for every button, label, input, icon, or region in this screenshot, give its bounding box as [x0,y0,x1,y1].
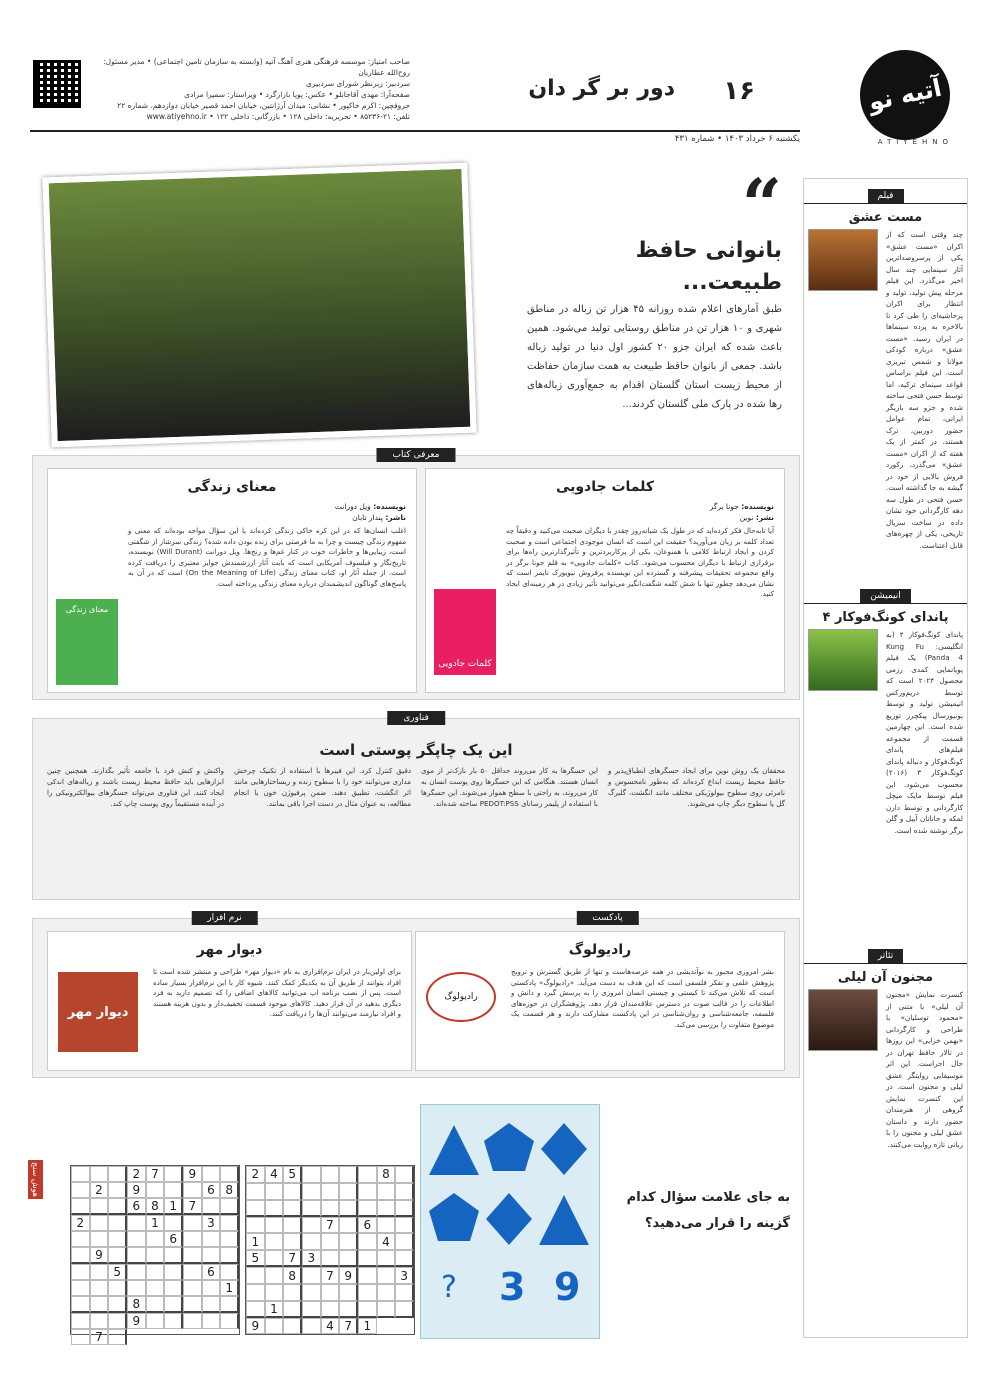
sudoku-cell[interactable] [339,1284,358,1301]
sudoku-cell[interactable]: 2 [90,1182,109,1198]
sudoku-cell[interactable] [202,1231,221,1247]
sudoku-cell[interactable] [283,1233,302,1250]
book-text: اغلب انسان‌ها که در این کره خاکی زندگی کرده‌اند با این سؤال مواجه بوده‌اند که معنی و مفهوم زندگی چیست و چرا به ما فرصتی برای زنده بودن داده شده؟ زندگی سرشار از شگفتی است، زیبایی‌ها و خاطرات خوب در کنار غم‌ها و رنج‌ها. ویل دورانت (Will Durant) نویسنده، تاریخ‌نگار و فیلسوف آمریکایی است که بابت آثار ارزشمندش جوایز معتبری را دریافت کرده است. از جمله آثار او، کتاب معنای زندگی (On the Meaning of Life) است که در آن به پاسخ‌های گوناگون اندیشمندان درباره معنای زندگی پرداخته است. [128,526,406,588]
sudoku-cell[interactable]: 9 [183,1166,202,1182]
sudoku-cell[interactable] [71,1182,90,1198]
sudoku-cell[interactable] [164,1182,183,1198]
sudoku-cell[interactable]: 1 [220,1280,239,1296]
sudoku-cell[interactable] [302,1318,321,1334]
sudoku-cell[interactable] [164,1247,183,1264]
book-card [425,468,785,693]
sudoku-cell[interactable] [183,1182,202,1198]
podcast-text: بشر امروزی مجبور به نوآندیشی در همه عرصه‌هاست و تنها از طریق گسترش و ترویج پژوهش علمی و تفکر فلسفی است که این هدف به دست می‌آید. «رادیولوگ» پادکستی است که تلاش می‌کند تا کیستی و چیستی انسان امروزی را به پرسش گیرد و دانش و اطلاعات را در قالب صوت در دسترس علاقه‌مندان قرار دهد. پژوهشگران در حوزه‌های فلسفه، جامعه‌شناسی و روان‌شناسی در این پادکست مشارکت دارند و هر قسمت یک موضوع متفاوت را بررسی می‌کند. [511,967,774,1029]
software-title: دیوار مهر [196,942,263,958]
sudoku-cell[interactable] [146,1182,165,1198]
sudoku-cell[interactable] [395,1250,414,1267]
sudoku-cell[interactable] [302,1267,321,1284]
sudoku-cell[interactable] [220,1247,239,1264]
tech-column: دقیق کنترل کرد. این فیبرها با استفاده از تکنیک چرخش مداری می‌توانند خود را با سطوح زنده و ریساختارهایی مانند اثر انگشت، تطبیق دهند. ضمن پرفیوژن خون یا انجام مطالعه، به عنوان مثال در دست اجرا باقی بمانند. [234,766,411,808]
sudoku-cell[interactable] [127,1280,146,1296]
tech-title: این یک چاپگر پوستی است [319,741,513,759]
book-meta: نویسنده: جونا برگر [709,502,774,511]
sudoku-cell[interactable] [127,1264,146,1280]
sudoku-cell[interactable] [302,1200,321,1217]
sudoku-cell[interactable]: 1 [146,1215,165,1231]
sudoku-cell[interactable] [265,1250,284,1267]
page-number: ۱۶ [723,76,755,106]
sudoku-cell[interactable] [283,1217,302,1234]
sudoku-cell[interactable] [164,1280,183,1296]
sudoku-cell[interactable] [302,1301,321,1318]
sudoku-cell[interactable] [146,1264,165,1280]
sudoku-cell[interactable]: 7 [146,1166,165,1182]
diamond-shape [541,1123,587,1175]
sudoku-puzzle[interactable] [70,1165,240,1344]
sudoku-cell[interactable] [265,1233,284,1250]
sudoku-cell[interactable] [246,1267,265,1284]
sudoku-cell[interactable] [302,1284,321,1301]
sudoku-cell[interactable] [202,1313,221,1329]
newspaper-logo[interactable]: آتیه نو [852,42,959,149]
sudoku-cell[interactable] [183,1313,202,1329]
puzzle-question: به جای علامت سؤال کدام گزینه را قرار می‌دهید؟ [626,1190,790,1231]
sudoku-cell[interactable] [246,1200,265,1217]
answer-option[interactable]: 3 [499,1265,526,1309]
tech-tag: فناوری [387,711,445,725]
media-box [32,913,800,1078]
sudoku-cell[interactable] [90,1231,109,1247]
tech-column: این حسگرها به کار می‌روند حداقل ۵۰ بار نازک‌تر از موی انسان هستند. هنگامی که این حسگرها روی پوست انسان به کار می‌روند، به راحتی با سطح هموار می‌شوند. این حسگرها با استفاده از پلیمر رسانای PEDOT:PSS ساخته شده‌اند. [421,766,598,808]
sudoku-cell[interactable]: 7 [321,1267,340,1284]
sudoku-cell[interactable] [90,1264,109,1280]
sudoku-cell[interactable]: 8 [127,1296,146,1313]
sudoku-cell[interactable]: 6 [358,1217,377,1234]
quote-mark: “ [741,163,782,246]
sudoku-cell[interactable] [220,1313,239,1329]
sudoku-cell[interactable]: 4 [265,1166,284,1183]
sudoku-cell[interactable] [265,1318,284,1334]
sudoku-cell[interactable] [358,1250,377,1267]
sudoku-cell[interactable] [90,1313,109,1329]
software-card [47,931,412,1071]
lead-title: بانوانی حافظ طبیعت... [635,238,782,295]
sudoku-cell[interactable]: 8 [146,1198,165,1215]
sudoku-cell[interactable] [164,1313,183,1329]
sudoku-cell[interactable] [377,1183,396,1200]
tech-column: واکنش و کنش فرد با جامعه تأثیر بگذارند. همچنین چنین ابزارهایی باید حافظ محیط زیست باشند و زباله‌های اندکی ایجاد کنند. این فناوری می‌تواند حسگرهای بیوالکترونیکی را در آینده مستقیماً روی پوست چاپ کند. [47,766,224,808]
diamond-shape [486,1193,532,1245]
masthead-line: تلفن: ۲۱-۸۵۲۳۶ • تحریریه: داخلی ۱۲۸ • بازرگانی: داخلی ۱۲۲ • www.atiyehno.ir [146,112,410,121]
tech-columns [33,759,799,815]
sudoku-cell[interactable] [108,1313,127,1329]
theater-title: مجنون آن لیلی [837,970,934,985]
sudoku-cell[interactable] [377,1284,396,1301]
book-cover: کلمات جادویی [434,589,496,675]
pentagon-shape [429,1193,479,1241]
sudoku-cell[interactable] [395,1166,414,1183]
sudoku-cell[interactable] [220,1264,239,1280]
sudoku-cell[interactable] [358,1267,377,1284]
sudoku-cell[interactable] [358,1233,377,1250]
sudoku-cell[interactable] [202,1198,221,1215]
masthead-line: سردبیر: زیرنظر شورای سردبیری [305,79,410,88]
sudoku-cell[interactable] [339,1301,358,1318]
sudoku-cell[interactable] [71,1166,90,1182]
sudoku-cell[interactable]: 3 [202,1215,221,1231]
sudoku-cell[interactable] [183,1280,202,1296]
masthead-line: صاحب امتیاز: موسسه فرهنگی هنری آهنگ آتیه (وابسته به سازمان تامین اجتماعی) • مدیر مسئول: روح‌الله عطاریان [103,57,410,77]
book-meta: نویسنده: ویل دورانت [334,502,406,511]
sudoku-cell[interactable]: 7 [183,1198,202,1215]
sudoku-cell[interactable] [202,1166,221,1182]
sudoku-cell[interactable] [395,1217,414,1234]
sudoku-cell[interactable] [146,1247,165,1264]
sudoku-cell[interactable]: 7 [90,1329,109,1345]
sudoku-cell[interactable]: 1 [265,1301,284,1318]
animation-tag: انیمیشن [860,589,911,603]
sudoku-cell[interactable] [183,1296,202,1313]
sudoku-cell[interactable] [90,1215,109,1231]
theater-text: کنسرت نمایش «مجنون آن لیلی» با متنی از «محمود توسلیان» با طراحی و کارگردانی «بهمن خزایی» این روزها در تالار حافظ تهران در حال اجراست. این اثر موسیقایی روایتگر عشق لیلی و مجنون است. در این کنسرت نمایش گروهی از هنرمندان حضور دارند و داستان عشق لیلی و مجنون را با زبانی تازه روایت می‌کنند. [886,990,963,1149]
sudoku-cell[interactable] [321,1166,340,1183]
theater-tag: تئاتر [868,949,903,963]
sudoku-cell[interactable] [358,1200,377,1217]
sudoku-cell[interactable] [395,1183,414,1200]
pentagon-shape [484,1123,534,1171]
sudoku-cell[interactable] [377,1301,396,1318]
sudoku-cell[interactable]: 1 [246,1233,265,1250]
sudoku-cell[interactable] [71,1198,90,1215]
software-text: برای اولین‌بار در ایران نرم‌افزاری به نام «دیوار مهر» طراحی و منتشر شده است تا افراد بتوانند از طریق آن به یکدیگر کمک کنند. شیوه کار با این نرم‌افزار بسیار ساده است. پس از نصب برنامه اپ می‌توانید کالاهای اضافی را که تصمیم دارید به فرد دیگری بدهید در آن قرار دهید. کالاهای موجود قسمت تخفیف‌دار و بدون هزینه هستند و افراد نیازمند می‌توانند آن‌ها را دریافت کنند. [153,967,401,1018]
sudoku-cell[interactable]: 8 [283,1267,302,1284]
sudoku-cell[interactable]: 8 [220,1182,239,1198]
film-title: مست عشق [848,210,923,225]
sudoku-cell[interactable] [127,1247,146,1264]
sudoku-cell[interactable] [127,1231,146,1247]
sudoku-cell[interactable] [108,1166,127,1182]
sudoku-cell[interactable]: 9 [90,1247,109,1264]
answer-option[interactable]: 9 [554,1265,581,1309]
sudoku-cell[interactable] [90,1280,109,1296]
section-title: دور بر گر دان [528,76,675,101]
sudoku-cell[interactable]: 6 [202,1264,221,1280]
sudoku-cell[interactable]: 5 [283,1166,302,1183]
sudoku-cell[interactable] [202,1247,221,1264]
sudoku-cell[interactable] [146,1231,165,1247]
sudoku-cell[interactable] [108,1329,127,1345]
sudoku-cell[interactable]: 9 [127,1182,146,1198]
sudoku-cell[interactable] [283,1318,302,1334]
sudoku-cell[interactable]: 1 [164,1198,183,1215]
animation-text: پاندای کونگ‌فوکار ۴ (به انگلیسی: Kung Fu Panda 4) یک فیلم پویانمایی کمدی رزمی محصول ۲۰۲۴ است که توسط دریم‌ورکس انیمیشن تولید و توسط یونیورسال پیکچرز توزیع شده است. این چهارمین قسمت از مجموعه فیلم‌های پاندای کونگ‌فوکار و دنباله پاندای کونگ‌فوکار ۳ (۲۰۱۶) محسوب می‌شود. این فیلم توسط مایک میچل کارگردانی و توسط دارن لمکه و جاناتان آیبل و گلن برگر نوشته شده است. [886,630,964,835]
iq-shapes [420,1104,600,1339]
sudoku-cell[interactable] [220,1215,239,1231]
sudoku-cell[interactable] [358,1183,377,1200]
sudoku-cell[interactable] [302,1217,321,1234]
sudoku-cell[interactable]: 9 [246,1318,265,1334]
sudoku-cell[interactable] [220,1166,239,1182]
sudoku-cell[interactable]: 6 [127,1198,146,1215]
sudoku-cell[interactable] [283,1200,302,1217]
sudoku-cell[interactable]: 3 [395,1267,414,1284]
lead-photo [42,163,476,448]
sidebar [803,178,968,1338]
sudoku-cell[interactable] [265,1200,284,1217]
sudoku-cell[interactable] [321,1200,340,1217]
sudoku-cell[interactable] [246,1183,265,1200]
sudoku-cell[interactable] [339,1250,358,1267]
lead-body: طبق آمارهای اعلام شده روزانه ۴۵ هزار تن زباله در مناطق شهری و ۱۰ هزار تن در مناطق روستایی تولید می‌شود. همین باعث شده که ایران جزو ۲۰ کشور اول دنیا در تولید زباله باشد. جمعی از بانوان حافظ طبیعت به همت سازمان حفاظت از محیط زیست استان گلستان اقدام به جمع‌آوری زباله‌های رها شده در پارک ملی گلستان کردند... [527,304,782,410]
sudoku-cell[interactable] [164,1215,183,1231]
sudoku-cell[interactable] [90,1296,109,1313]
sudoku-cell[interactable]: 6 [202,1182,221,1198]
dateline: یکشنبه ۶ خرداد ۱۴۰۳ • شماره ۴۳۱ [30,130,800,144]
sudoku-cell[interactable] [127,1215,146,1231]
book-cover: معنای زندگی [56,599,118,685]
animation-title: پاندای کونگ‌فوکار ۴ [822,610,949,625]
book-title: کلمات جادویی [555,479,655,495]
triangle-shape [539,1195,589,1245]
sudoku-cell[interactable] [358,1166,377,1183]
sudoku-cell[interactable] [90,1166,109,1182]
sudoku-cell[interactable] [71,1329,90,1345]
sudoku-cell[interactable] [339,1183,358,1200]
sudoku-cell[interactable] [71,1264,90,1280]
sudoku-cell[interactable] [90,1198,109,1215]
sudoku-cell[interactable] [321,1183,340,1200]
sudoku-cell[interactable] [71,1280,90,1296]
sudoku-cell[interactable] [377,1250,396,1267]
sudoku-cell[interactable]: 7 [339,1318,358,1334]
sudoku-cell[interactable] [246,1217,265,1234]
animation-poster [808,629,878,691]
sudoku-cell[interactable] [283,1284,302,1301]
sudoku-cell[interactable] [265,1183,284,1200]
triangle-shape [429,1125,479,1175]
sudoku-cell[interactable] [246,1301,265,1318]
sudoku-cell[interactable]: 5 [108,1264,127,1280]
sudoku-cell[interactable] [108,1215,127,1231]
film-text: چند وقتی است که از اکران «مست عشق» یکی از پرسروصداترین آثار سینمایی چند سال اخیر می‌گذرد. این فیلم مرحله پیش تولید، تولید و انتظار برای اکران پرحاشیه‌ای را طی کرد تا بالاخره به پرده سینماها در ایران رسید. «مست عشق» درباره کودکی مولانا و شمس تبریزی است. این فیلم براساس قواعد سینمای ترکیه، اما توسط حسن فتحی ساخته شده و جزو سه بازیگر ایرانی، تمام عوامل حضور دوربین، ترک هستند. در کمتر از یک هفته که از اکران «مست عشق» می‌گذرد، رکورد فروش بالایی از خود در گیشه به جا گذاشته است. حسن فتحی در طول سه دهه کارگردانی خود نشان داده در ساخت سریال تاریخی، یکی از چهره‌های قابل اعتناست. [886,230,963,550]
sudoku-puzzle[interactable] [245,1165,415,1335]
sudoku-cell[interactable]: 4 [377,1233,396,1250]
sudoku-cell[interactable]: 8 [377,1166,396,1183]
sudoku-cell[interactable] [321,1250,340,1267]
sudoku-cell[interactable] [108,1231,127,1247]
podcast-tag: پادکست [576,911,638,925]
lead-story [32,160,802,450]
sudoku-cell[interactable] [302,1183,321,1200]
books-tag: معرفی کتاب [376,448,455,462]
podcast-title: رادیولوگ [568,942,632,958]
sudoku-cell[interactable] [220,1296,239,1313]
books-box [32,450,800,700]
book-meta: ناشر: پندار تابان [352,513,406,522]
masthead [80,56,410,122]
sudoku-cell[interactable] [71,1313,90,1329]
sudoku-cell[interactable] [71,1296,90,1313]
sudoku-cell[interactable]: 6 [164,1231,183,1247]
sudoku-cell[interactable] [358,1284,377,1301]
sudoku-cell[interactable] [339,1233,358,1250]
book-text: آیا تابه‌حال فکر کرده‌اید که در طول یک شبانه‌روز چقدر با دیگران صحبت می‌کنید و دقیقاً چه تعداد کلمه بر زبان می‌آورید؟ حقیقت این است که انسان موجودی اجتماعی است و صحبت کردن و ایجاد ارتباط کلامی با همنوعان، یکی از پرکاربردترین و تأثیرگذارترین راه‌ها برای برقراری ارتباط با دیگران محسوب می‌شود. کتاب «کلمات جادویی» به قلم جونا برگر در واقع مجموعه تحقیقات پیشرفته و گسترده این نویسنده پرفروش نیویورک تایمز است که نشان می‌دهد چطور تنها با شش کلمه شگفت‌انگیز می‌توانید تأثیر زیادی در هر زمینه‌ای ایجاد کنید. [506,526,774,598]
sudoku-cell[interactable]: 5 [246,1250,265,1267]
book-card [47,468,417,693]
sudoku-cell[interactable] [183,1264,202,1280]
sudoku-cell[interactable] [164,1166,183,1182]
sudoku-cell[interactable]: 2 [246,1166,265,1183]
sudoku-cell[interactable] [183,1215,202,1231]
sudoku-cell[interactable] [302,1233,321,1250]
puzzle-label: هوش سنج [28,1160,43,1199]
masthead-line: حروفچین: اکرم خاکپور • نشانی: میدان آرژانتین، خیابان احمد قصیر خیابان دوازدهم، شماره ۲۲ [117,101,410,110]
sudoku-cell[interactable] [395,1301,414,1318]
sudoku-cell[interactable] [283,1183,302,1200]
sudoku-cell[interactable] [202,1280,221,1296]
sudoku-cell[interactable]: 7 [321,1217,340,1234]
sudoku-cell[interactable] [108,1198,127,1215]
sudoku-cell[interactable] [108,1296,127,1313]
sudoku-cell[interactable] [146,1296,165,1313]
sudoku-cell[interactable] [321,1284,340,1301]
sudoku-cell[interactable] [395,1200,414,1217]
film-poster [808,229,878,291]
sudoku-cell[interactable] [283,1301,302,1318]
answer-option[interactable]: ? [441,1270,457,1305]
sudoku-cell[interactable] [377,1267,396,1284]
software-logo-image: دیوار مهر [58,972,138,1052]
sudoku-cell[interactable] [265,1217,284,1234]
sudoku-cell[interactable] [71,1231,90,1247]
sudoku-cell[interactable] [108,1182,127,1198]
sudoku-cell[interactable] [265,1284,284,1301]
sudoku-cell[interactable]: 9 [339,1267,358,1284]
sudoku-cell[interactable] [358,1301,377,1318]
logo-subtitle: ATIYEHNO [877,138,953,146]
sudoku-cell[interactable]: 9 [127,1313,146,1329]
sudoku-cell[interactable] [377,1200,396,1217]
sudoku-cell[interactable] [164,1264,183,1280]
sudoku-cell[interactable] [146,1280,165,1296]
sudoku-cell[interactable]: 7 [283,1250,302,1267]
sudoku-cell[interactable] [220,1198,239,1215]
book-title: معنای زندگی [187,479,277,495]
sudoku-cell[interactable] [183,1231,202,1247]
podcast-card [415,931,785,1071]
sudoku-cell[interactable] [220,1231,239,1247]
sudoku-cell[interactable] [146,1313,165,1329]
page-header [30,38,975,146]
sudoku-cell[interactable] [265,1267,284,1284]
sudoku-cell[interactable] [183,1247,202,1264]
qr-code[interactable] [33,60,81,108]
sudoku-cell[interactable] [395,1284,414,1301]
sudoku-cell[interactable] [339,1200,358,1217]
sudoku-cell[interactable]: 2 [127,1166,146,1182]
sudoku-cell[interactable] [377,1217,396,1234]
sudoku-cell[interactable] [321,1233,340,1250]
sudoku-cell[interactable] [164,1296,183,1313]
sudoku-cell[interactable]: 2 [71,1215,90,1231]
sudoku-cell[interactable] [339,1217,358,1234]
sudoku-cell[interactable]: 4 [321,1318,340,1334]
sudoku-cell[interactable]: 1 [358,1318,377,1334]
tech-box [32,713,800,900]
sudoku-cell[interactable] [302,1166,321,1183]
film-tag: فیلم [868,189,904,203]
sudoku-cell[interactable] [321,1301,340,1318]
sudoku-cell[interactable] [339,1166,358,1183]
sudoku-cell[interactable] [108,1247,127,1264]
sudoku-cell[interactable] [71,1247,90,1264]
theater-poster [808,989,878,1051]
sudoku-cell[interactable] [202,1296,221,1313]
masthead-line: صفحه‌آرا: مهدی آقاجانلو • عکس: پویا بازارگرد • ویراستار: سمیرا مرادی [184,90,410,99]
sudoku-cell[interactable]: 3 [302,1250,321,1267]
podcast-logo: رادیولوگ [426,972,496,1022]
book-meta: نشر: نوین [739,513,774,522]
tech-column: محققان یک روش نوین برای ایجاد حسگرهای انطباق‌پذیر و حافظ محیط زیست ابداع کرده‌اند که به‌طور نامحسوس و نامرئی روی سطوح بیولوژیکی مختلف مانند انگشت، گلبرگ گل یا سطوح دیگر چاپ می‌شوند. [608,766,785,808]
sudoku-cell[interactable] [395,1233,414,1250]
software-tag: نرم افزار [191,911,258,925]
sudoku-cell[interactable] [246,1284,265,1301]
sudoku-cell[interactable] [108,1280,127,1296]
